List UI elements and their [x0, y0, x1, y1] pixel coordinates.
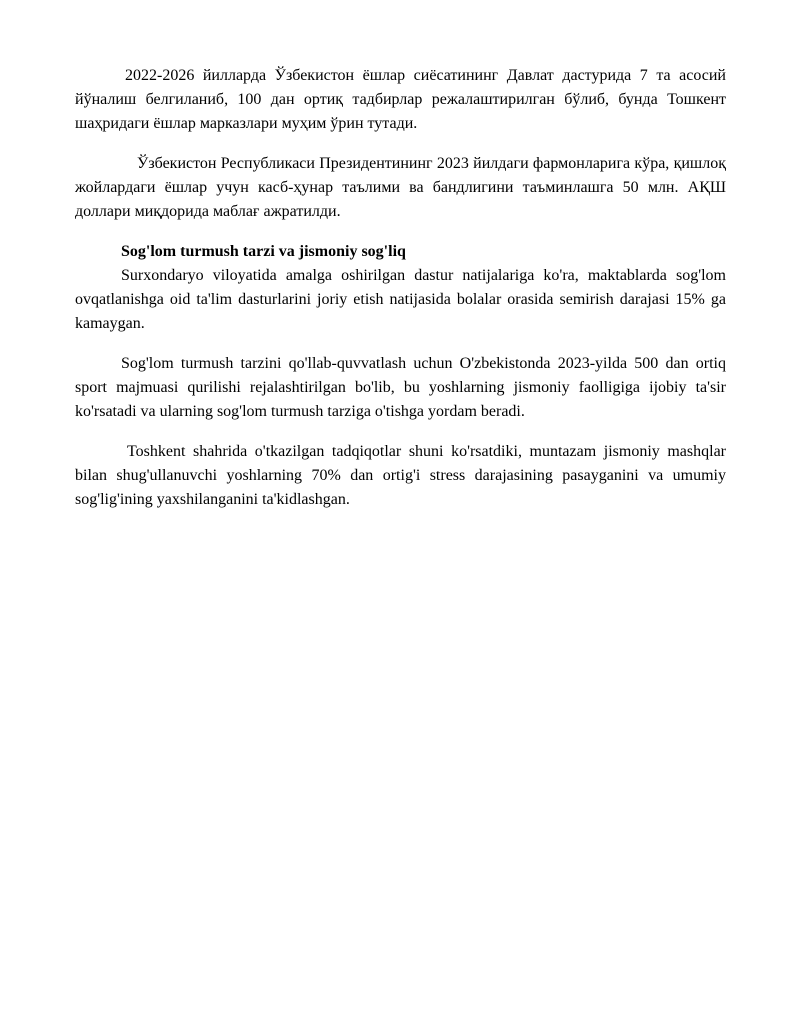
paragraph-youth-policy-program: 2022-2026 йилларда Ўзбекистон ёшлар сиёсатининг Давлат дастурида 7 та асосий йўналиш белгиланиб, 100 дан ортиқ тадбирлар режалаштирилган бўлиб, бунда Тошкент шаҳридаги ёшлар марказлари муҳим ўрин тутади. — [75, 67, 726, 132]
paragraph-sport-complexes: Sog'lom turmush tarzini qo'llab-quvvatlash uchun O'zbekistonda 2023-yilda 500 dan ortiq sport majmuasi qurilishi rejalashtirilgan bo'lib, bu yoshlarning jismoniy faolligiga ijobiy ta'sir ko'rsatadi va ularning sog'lom turmush tarziga o'tishga yordam beradi. — [75, 355, 726, 420]
paragraph-tashkent-research: Toshkent shahrida o'tkazilgan tadqiqotlar shuni ko'rsatdiki, muntazam jismoniy mashqlar bilan shug'ullanuvchi yoshlarning 70% dan ortig'i stress darajasining pasayganini va umumiy sog'lig'ining yaxshilanganini ta'kidlashgan. — [75, 443, 726, 508]
section-heading-healthy-lifestyle: Sog'lom turmush tarzi va jismoniy sog'liq — [121, 243, 406, 260]
document-page — [75, 64, 726, 512]
paragraph-presidential-decree: Ўзбекистон Республикаси Президентининг 2023 йилдаги фармонларига кўра, қишлоқ жойлардаги ёшлар учун касб-ҳунар таълими ва бандлигини таъминлашга 50 млн. АҚШ доллари миқдорида маблағ ажратилди. — [75, 155, 726, 220]
paragraph-surxondaryo-results: Surxondaryo viloyatida amalga oshirilgan dastur natijalariga ko'ra, maktablarda sog'lom ovqatlanishga oid ta'lim dasturlarini joriy etish natijasida bolalar orasida semirish darajasi 15% ga kamaygan. — [75, 267, 726, 332]
